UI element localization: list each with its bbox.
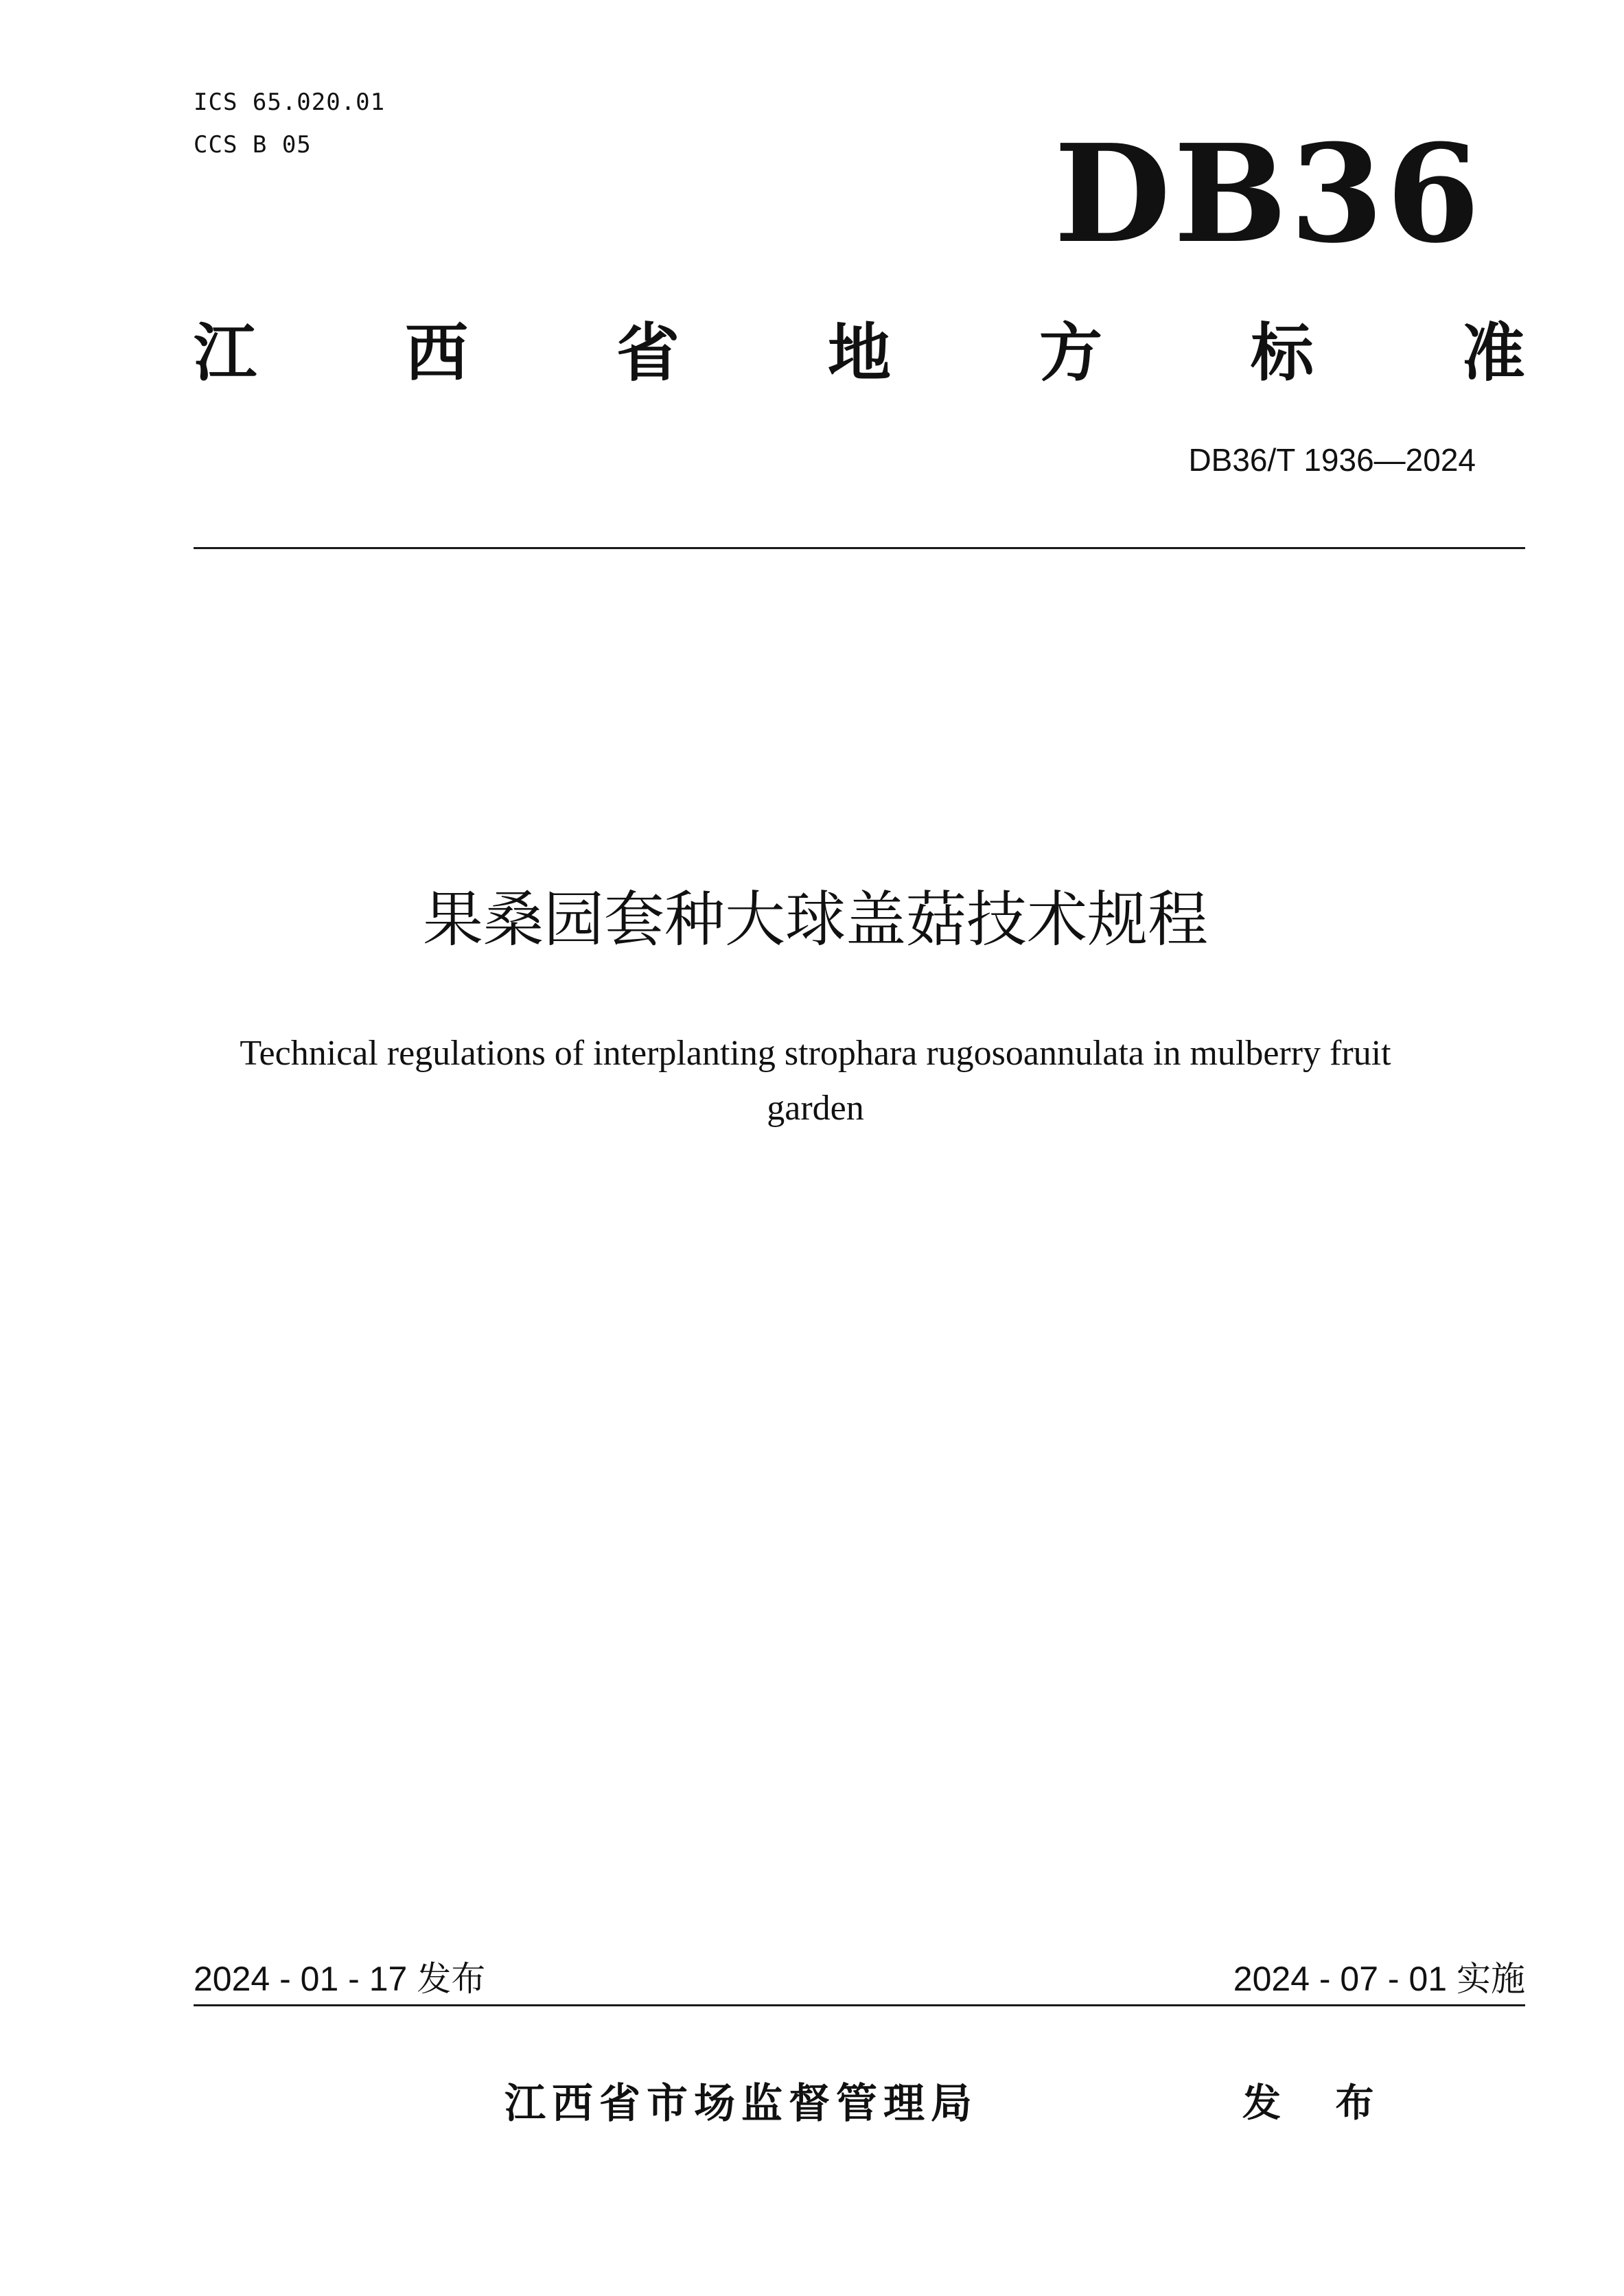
classification-codes [194, 81, 385, 166]
publish-label: 发 布 [1242, 2081, 1395, 2126]
ics-code: ICS 65.020.01 [194, 89, 386, 116]
footer-divider [194, 2004, 1525, 2006]
implementation-date: 2024 - 07 - 01 实施 [1233, 1960, 1525, 1998]
standard-type-char: 江 [194, 316, 257, 390]
standard-type-char: 西 [404, 316, 468, 390]
issue-date: 2024 - 01 - 17 发布 [194, 1960, 486, 1998]
standard-type-char: 准 [1461, 316, 1525, 390]
standard-logo: DB36 [1054, 115, 1483, 273]
standard-number: DB36/T 1936—2024 [1188, 442, 1476, 478]
publisher-name: 江西省市场监督管理局 [504, 2080, 978, 2128]
standard-type-char: 标 [1250, 316, 1314, 390]
standard-type-char: 方 [1039, 316, 1102, 390]
english-title-line: garden [767, 1089, 864, 1128]
english-title-line: Technical regulations of interplanting strophara rugosoannulata in mulberry fruit [240, 1034, 1391, 1073]
ccs-code: CCS B 05 [194, 131, 312, 159]
standard-type-heading [194, 316, 1525, 391]
document-title-english [194, 1026, 1437, 1136]
standard-type-char: 省 [616, 316, 680, 390]
header-divider [194, 547, 1525, 549]
document-title-chinese: 果桑园套种大球盖菇技术规程 [422, 884, 1208, 955]
standard-type-char: 地 [827, 316, 891, 390]
